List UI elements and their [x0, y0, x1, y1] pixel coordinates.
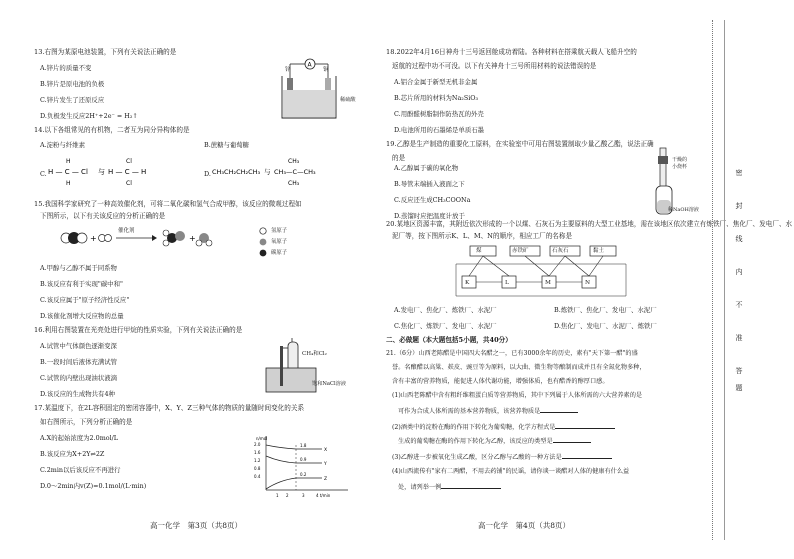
q14-option-a: A.淀粉与纤维素: [40, 141, 85, 149]
q17-option-a: A.X的起始浓度为2.0mol/L: [40, 434, 119, 442]
svg-text:0.4: 0.4: [254, 474, 261, 479]
section-heading: 二、必做题（本大题包括5小题，共40分）: [386, 336, 512, 344]
svg-text:Z: Z: [324, 477, 328, 482]
seal-char-1: 密: [735, 169, 743, 177]
svg-text:2: 2: [286, 493, 289, 498]
node-l: L: [505, 280, 509, 286]
q13-option-d: D.负极发生反应2H⁺+2e⁻ = H₂↑: [40, 112, 138, 120]
svg-text:CH₃: CH₃: [288, 158, 300, 165]
svg-text:与: 与: [98, 168, 105, 176]
q21-sub3: [392, 452, 612, 462]
q16-option-b: B.一段时间后液体充满试管: [40, 358, 118, 366]
svg-text:与: 与: [264, 168, 271, 176]
atom-legend: [258, 226, 270, 260]
footer-page-4: 高一化学 第4页（共8页）: [478, 521, 571, 530]
q21-sub3-text: (3)乙醇进一步被氧化生成乙酸，区分乙醇与乙酸的一种方法是: [392, 454, 562, 461]
svg-text:Y: Y: [324, 462, 327, 467]
svg-text:H — C — H: H — C — H: [108, 168, 147, 176]
q17-option-c: C.2min以后该反应不再进行: [40, 466, 121, 474]
q15-option-b: B.该反应有利于实现"碳中和": [40, 280, 123, 288]
q19-option-a: A.乙醇属于碳的氧化物: [394, 164, 459, 172]
q19-option-b: B.导管末端插入液面之下: [394, 180, 465, 188]
q19-option-c: C.反应还生成CH₃COONa: [394, 196, 471, 204]
reaction-diagram: [56, 226, 246, 256]
q21-sub4-text: 处，请列举一例: [398, 484, 442, 491]
q14-option-c: C.: [40, 170, 47, 178]
box-coal: 煤: [476, 248, 482, 254]
seal-char-5: 不: [735, 301, 743, 309]
seal-char-7: 答: [735, 367, 743, 375]
q14-structure-d: [212, 154, 352, 190]
node-n: N: [585, 280, 591, 286]
q15-option-a: A.甲醇与乙醇不属于同系物: [40, 264, 117, 272]
answer-blank-4[interactable]: [562, 452, 612, 459]
q17-stem-1: 17.某温度下，在2L容积固定的密闭容器中，X、Y、Z三种气体的物质的量随时间变化的关系: [34, 404, 305, 412]
svg-text:+: +: [189, 234, 196, 243]
q20-option-d: D.焦化厂、发电厂、水泥厂、炼铁厂: [554, 322, 657, 330]
brine-label: 饱和NaCl溶液: [312, 381, 347, 387]
q13-stem: 13.右图为某原电池装置，下列有关说法正确的是: [34, 48, 177, 56]
svg-text:H — C — Cl: H — C — Cl: [48, 168, 88, 176]
svg-text:CH₃: CH₃: [288, 180, 300, 187]
svg-text:1: 1: [276, 493, 279, 498]
q18-stem-2: 返航的过程中功不可没。以下有关神舟十三号所用材料的说法错误的是: [392, 62, 597, 70]
q13-option-a: A.锌片的质量不变: [40, 64, 92, 72]
q19-option-d: D.蒸馏时应把温度计放于: [394, 212, 465, 220]
page-3: [0, 0, 380, 559]
q15-option-c: C.该反应属于"原子经济性反应": [40, 296, 130, 304]
q14-stem: 14.以下各组常见的有机物，二者互为同分异构体的是: [34, 126, 190, 134]
legend-hydrogen: 氢原子: [271, 228, 288, 234]
q18-stem-1: 18.2022年4月16日神舟十三号返回舱成功着陆。各种材料在搭乘航天载人飞船升空的: [386, 48, 637, 56]
q21-sub4-line1: (4)山西流传有"家有二两醋，不用去药铺"的民谣，请你谈一谈醋对人体的健康有什么益: [392, 468, 630, 475]
page-4: [382, 0, 793, 559]
catalyst-label: 催化剂: [118, 228, 135, 234]
copper-label: 铜: [323, 67, 329, 73]
q21-line-1: 21.（6分）山西老陈醋是中国四大名醋之一，已有3000余年的历史，素有"天下第一醋"的盛: [386, 350, 638, 357]
box-limestone: 石灰石: [552, 248, 569, 254]
box-clay: 黏土: [593, 248, 605, 254]
q21-sub4-line2: [398, 482, 501, 492]
q21-sub2-line1: [392, 422, 615, 432]
q19-stem-2: 的是: [392, 154, 406, 162]
q14-structure-c: [48, 154, 147, 190]
q21-sub2-line2: [398, 436, 591, 446]
concentration-time-graph: [252, 432, 352, 502]
beaker-label: 小烧杯: [672, 164, 688, 170]
svg-text:Cl: Cl: [126, 158, 132, 165]
q16-stem: 16.利用右图装置在光亮处进行甲烷的性质实验，下列有关说法正确的是: [34, 326, 243, 334]
answer-blank-1[interactable]: [540, 406, 578, 413]
q14-option-b: B.蔗糖与葡萄糖: [204, 141, 250, 149]
seal-char-6: 准: [735, 334, 743, 342]
node-m: M: [545, 280, 551, 286]
svg-text:X: X: [324, 448, 328, 453]
q18-option-a: A.铝合金属于新型无机非金属: [394, 78, 478, 86]
gas-label: CH₄和Cl₂: [302, 351, 327, 357]
svg-text:0.2: 0.2: [300, 472, 307, 477]
seal-char-4: 内: [735, 268, 743, 276]
svg-text:+: +: [90, 234, 97, 243]
svg-text:H: H: [66, 158, 71, 165]
node-k: K: [465, 280, 470, 286]
q16-option-c: C.试管的内壁出现油状液滴: [40, 374, 117, 382]
q21-line-2: 誉。名酿醋以高粱、麸皮、豌豆等为原料，以大曲、微生物等酿制而成并且有全氮化物多种，: [392, 364, 646, 371]
seal-char-8: 题: [735, 384, 743, 392]
svg-text:2.0: 2.0: [254, 442, 261, 447]
q21-sub1-text: 可作为合成人体所需的基本营养物质，该营养物质是: [398, 408, 541, 415]
q13-option-b: B.锌片是原电池的负极: [40, 80, 105, 88]
zinc-label: 锌: [285, 67, 291, 73]
dry-label: 干燥的: [672, 157, 688, 163]
sealing-line-notice: [735, 170, 745, 392]
q20-stem-2: 泥厂等，按下图所示K、L、M、N的顺序，相应工厂的名称是: [392, 232, 573, 240]
q19-stem-1: 19.乙醇是生产制造的重要化工原料，在实验室中可用右图装置制取少量乙酸乙酯，说法正确: [386, 140, 654, 148]
svg-text:Cl: Cl: [126, 180, 132, 187]
q15-option-d: D.该催化剂增大反应物的总量: [40, 312, 124, 320]
q21-sub2-text: (2)酒类中的淀粉在酶的作用下转化为葡萄糖，化学方程式是: [392, 424, 556, 431]
answer-blank-3[interactable]: [553, 436, 591, 443]
naoh-label: 稀NaOH溶液: [668, 207, 699, 213]
svg-text:CH₃—C—CH₃: CH₃—C—CH₃: [274, 168, 316, 176]
q17-stem-2: 如右图所示，下列分析正确的是: [40, 418, 133, 426]
q13-option-c: C.锌片发生了还原反应: [40, 96, 105, 104]
q20-stem-1: 20.某地区资源丰富，其附近依次形成的一个以煤、石灰石为主要原料的大型工业基地，需在该地区依次建立有炼铁厂、焦化厂、发电厂、水: [386, 220, 793, 228]
svg-text:H: H: [66, 180, 71, 187]
svg-text:0.8: 0.8: [254, 466, 261, 471]
q16-option-d: D.该反应的生成物共有4种: [40, 390, 115, 398]
svg-text:n/mol: n/mol: [256, 436, 268, 441]
box-hematite: 赤铁矿: [512, 248, 529, 254]
q17-option-b: B.该反应为X+2Y⇌2Z: [40, 450, 105, 458]
svg-text:1.6: 1.6: [254, 450, 261, 455]
q16-option-a: A.试管中气体颜色逐渐变深: [40, 342, 117, 350]
svg-text:A: A: [307, 61, 312, 69]
acid-label: 稀硫酸: [340, 97, 356, 103]
q17-option-d: D.0～2min内v(Z)=0.1mol/(L·min): [40, 482, 147, 490]
svg-text:1.8: 1.8: [300, 443, 307, 448]
q21-sub1-line2: [398, 406, 578, 416]
binding-line: [712, 20, 713, 540]
svg-text:4 t/min: 4 t/min: [316, 493, 331, 498]
q15-stem-2: 下图所示，以下有关该反应的分析正确的是: [40, 212, 166, 220]
svg-text:1.2: 1.2: [254, 458, 261, 463]
q18-option-d: D.电池所用的石墨烯是单质石墨: [394, 126, 485, 134]
svg-text:0.9: 0.9: [300, 457, 307, 462]
q21-sub2-text-2: 生成的葡萄糖在酶的作用下转化为乙醇，该反应的类型是: [398, 438, 553, 445]
q14-option-d: D.: [204, 170, 211, 178]
legend-oxygen: 氧原子: [271, 239, 288, 245]
q18-option-c: C.用酚醛树脂制作防热瓦的外壳: [394, 110, 484, 118]
svg-text:3: 3: [302, 493, 305, 498]
footer-page-3: 高一化学 第3页（共8页）: [150, 521, 243, 530]
binding-line-solid: [724, 20, 725, 540]
answer-blank-5[interactable]: [441, 482, 501, 489]
q21-line-3: 含有丰富的营养物质，能促进人体代谢功能，增强体质，也有醋香的醇厚口感。: [392, 378, 609, 385]
q18-option-b: B.芯片所用的材料为Na₂SiO₃: [394, 94, 479, 102]
seal-char-3: 线: [735, 235, 743, 243]
q20-option-a: A.发电厂、焦化厂、炼铁厂、水泥厂: [394, 306, 497, 314]
q20-option-c: C.焦化厂、炼铁厂、发电厂、水泥厂: [394, 322, 497, 330]
q21-sub1-line1: (1)山西老陈醋中含有粗纤维粗蛋白质等营养物质，其中下列属于人体所需的六大营养素的是: [392, 392, 643, 399]
q20-option-b: B.炼铁厂、焦化厂、发电厂、水泥厂: [554, 306, 657, 314]
q15-stem-1: 15.我国科学家研究了一种高效催化剂，可将二氧化碳和氢气合成甲醇，该反应的微观过程如: [34, 200, 302, 208]
seal-char-2: 封: [735, 202, 743, 210]
galvanic-cell-figure: [280, 56, 360, 122]
legend-carbon: 碳原子: [271, 250, 288, 256]
svg-text:CH₃CH₂CH₂CH₃: CH₃CH₂CH₂CH₃: [212, 168, 261, 176]
answer-blank-2[interactable]: [555, 422, 615, 429]
